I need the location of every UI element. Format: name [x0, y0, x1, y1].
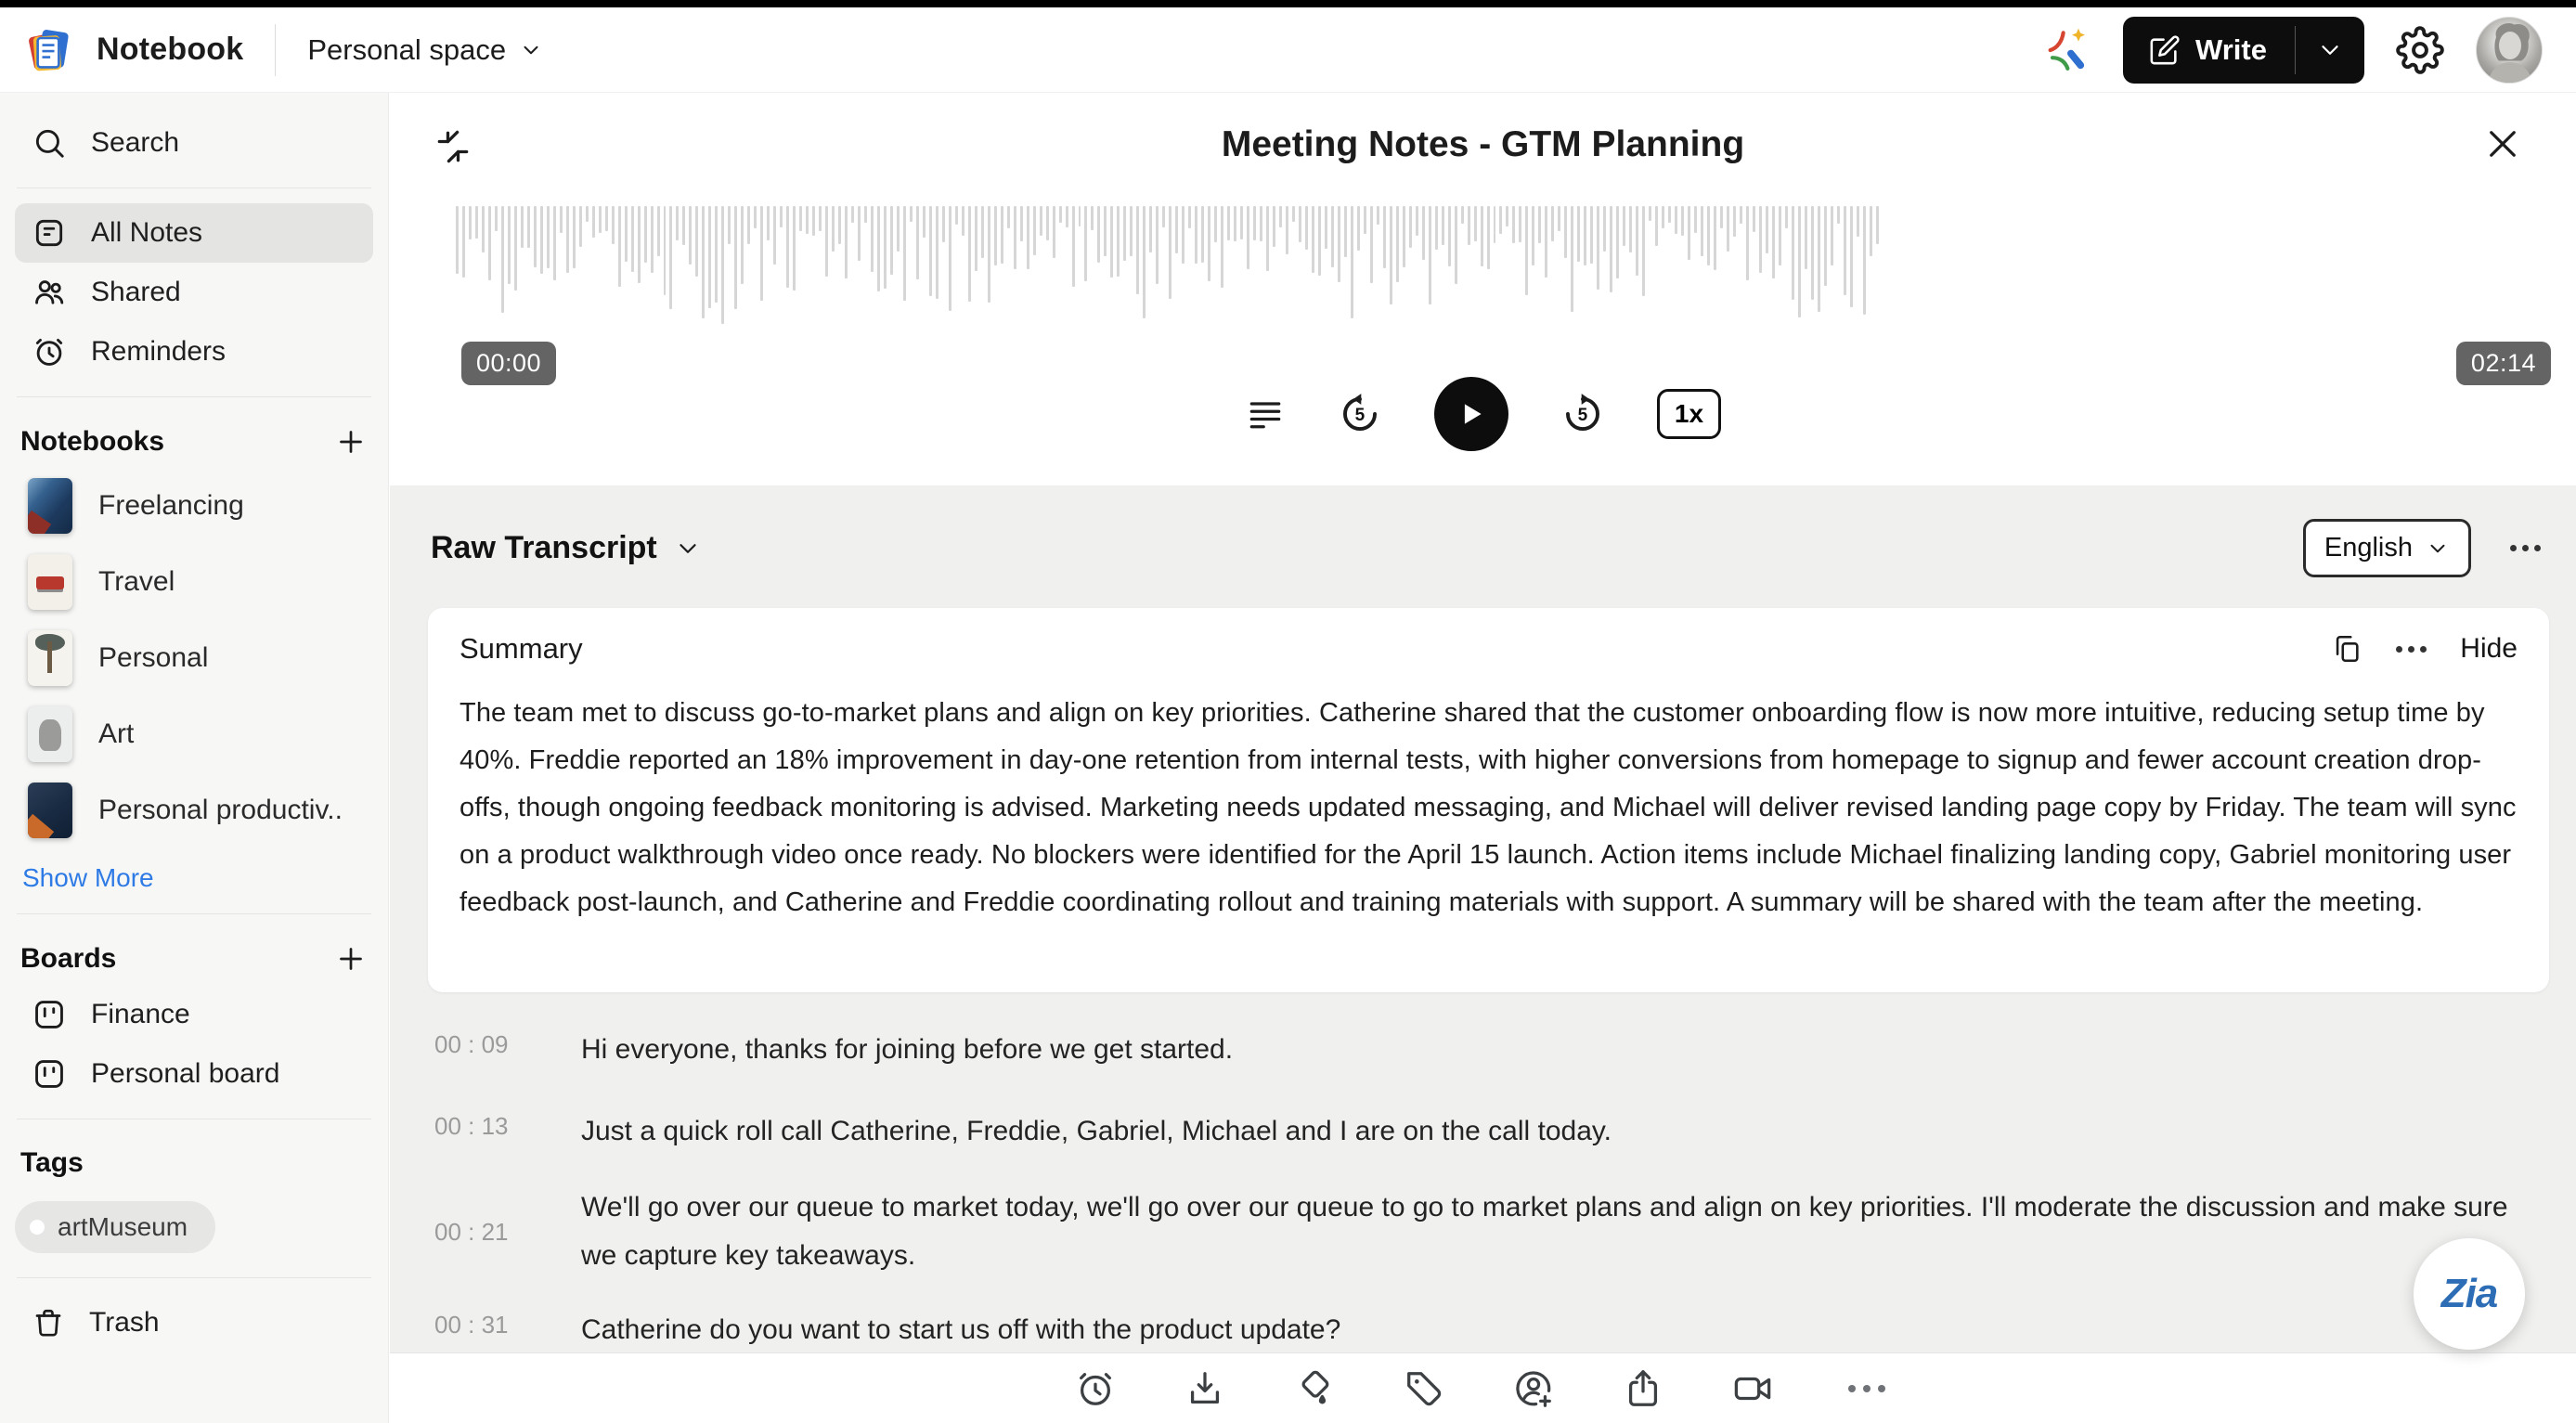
alarm-clock-icon [32, 334, 67, 369]
notebook-label: Freelancing [98, 490, 244, 521]
summary-card [428, 608, 2549, 992]
divider [17, 396, 371, 397]
transcript-row[interactable] [434, 1306, 2539, 1354]
transcript-panel [390, 485, 2576, 1423]
rewind-5-button[interactable] [1336, 390, 1384, 438]
board-item-personal-board[interactable] [15, 1044, 373, 1104]
pencil-square-icon [2149, 34, 2181, 66]
space-switcher[interactable] [307, 33, 543, 67]
boards-section-header: Boards [20, 943, 117, 974]
notebooks-section-header: Notebooks [20, 426, 165, 457]
search-icon [32, 125, 67, 161]
board-label: Finance [91, 999, 190, 1029]
notebook-item-personal-productivity[interactable] [15, 772, 373, 848]
sidebar-item-label: Shared [91, 277, 181, 307]
summary-more-icon[interactable] [2388, 639, 2434, 660]
view-selector[interactable] [431, 530, 702, 566]
sidebar-item-trash[interactable] [15, 1293, 373, 1352]
note-title: Meeting Notes - GTM Planning [1221, 124, 1745, 164]
color-paint-icon[interactable] [1293, 1367, 1336, 1410]
add-collaborator-icon[interactable] [1512, 1367, 1555, 1410]
tags-section-header: Tags [20, 1147, 84, 1178]
tag-icon[interactable] [1403, 1367, 1445, 1410]
sidebar [0, 93, 389, 1423]
add-notebook-icon[interactable] [334, 425, 368, 459]
zia-logo: Zia [2440, 1271, 2498, 1316]
playback-speed-button[interactable]: 1x [1657, 389, 1721, 439]
notebook-item-travel[interactable] [15, 544, 373, 620]
board-icon [32, 997, 67, 1032]
notebook-cover [28, 706, 72, 762]
search-label: Search [91, 127, 180, 158]
sidebar-item-shared[interactable] [15, 263, 373, 322]
transcript-timestamp: 00 : 21 [434, 1217, 509, 1246]
tag-chip-artmuseum[interactable] [15, 1201, 215, 1253]
notebook-cover [28, 478, 72, 534]
play-button[interactable] [1434, 377, 1508, 451]
chevron-down-icon [2426, 537, 2450, 561]
show-more-link[interactable]: Show More [22, 863, 154, 892]
app-header [0, 7, 2576, 93]
note-action-toolbar [390, 1352, 2576, 1423]
tag-color-dot [30, 1220, 45, 1235]
write-dropdown-button[interactable] [2296, 17, 2364, 84]
summary-text: The team met to discuss go-to-market plans and align on key priorities. Catherine shared that the customer onboarding flow is now more intuitive, reducing setup time by 40%. Freddie reported an 18% improvement in day-one retention from internal tests, with higher conversions from homepage to signup and fewer account creation drop-offs, though ongoing feedback monitoring is advised. Marketing needs updated messaging, and Michael will deliver revised landing page copy by Friday. The team will sync on a product walkthrough video once ready. No blockers were identified for the April 15 launch. Action items include Michael finalizing landing copy, Gabriel monitoring user feedback post-launch, and Catherine and Freddie coordinating rollout and training materials with support. A summary will be shared with the team after the meeting. [460, 698, 2517, 917]
notebook-item-art[interactable] [15, 696, 373, 772]
notebook-cover [28, 630, 72, 686]
divider [275, 24, 276, 76]
chevron-down-icon [519, 38, 543, 62]
write-button[interactable] [2123, 17, 2295, 84]
more-options-icon[interactable] [2503, 537, 2548, 559]
trash-icon [32, 1306, 65, 1339]
language-label: English [2324, 533, 2413, 563]
chevron-down-icon [674, 535, 702, 563]
notebook-label: Travel [98, 566, 175, 597]
sidebar-item-label: Reminders [91, 336, 227, 367]
notebook-cover [28, 554, 72, 610]
app-title: Notebook [97, 32, 244, 67]
transcript-text: Catherine do you want to start us off with the product update? [581, 1314, 1341, 1345]
search-item[interactable] [15, 113, 373, 173]
share-icon[interactable] [1622, 1367, 1664, 1410]
language-selector-button[interactable] [2303, 519, 2471, 577]
notebook-label: Personal [98, 642, 209, 673]
copy-icon[interactable] [2331, 633, 2362, 665]
user-avatar[interactable] [2476, 17, 2543, 84]
window-top-edge [0, 0, 2576, 7]
summary-title: Summary [460, 632, 583, 665]
transcript-text: Just a quick roll call Catherine, Freddie, Gabriel, Michael and I are on the call today. [581, 1116, 1612, 1146]
skip-forward-seconds: 5 [1577, 406, 1588, 426]
sidebar-item-label: All Notes [91, 217, 203, 248]
board-icon [32, 1056, 67, 1092]
sidebar-item-all-notes[interactable] [15, 203, 373, 263]
transcript-timestamp: 00 : 31 [434, 1311, 509, 1339]
transcript-text: Hi everyone, thanks for joining before we get started. [581, 1034, 1234, 1065]
zia-assistant-button[interactable] [2414, 1238, 2525, 1350]
notebook-item-personal[interactable] [15, 620, 373, 696]
note-detail [390, 93, 2576, 1423]
video-camera-icon[interactable] [1731, 1367, 1774, 1410]
zia-sparkle-icon[interactable] [2039, 24, 2091, 76]
note-icon [32, 215, 67, 251]
space-switcher-label: Personal space [307, 32, 507, 66]
transcript-row[interactable] [434, 1107, 2539, 1156]
settings-gear-icon[interactable] [2396, 26, 2444, 74]
transcript-text: We'll go over our queue to market today, we'll go over our queue to go to market plans and align on key priorities. I'll moderate the discussion and make sure we capture key takeaways. [581, 1192, 2508, 1271]
notebook-label: Personal productiv.. [98, 795, 343, 825]
notebook-label: Art [98, 718, 135, 749]
notebook-item-freelancing[interactable] [15, 468, 373, 544]
notebook-logo-icon[interactable] [24, 26, 72, 74]
player-controls [390, 371, 2576, 457]
board-label: Personal board [91, 1058, 280, 1089]
tag-label: artMuseum [58, 1212, 188, 1241]
transcript-timestamp: 00 : 09 [434, 1030, 509, 1058]
forward-5-button[interactable] [1559, 390, 1607, 438]
close-icon[interactable] [2483, 124, 2522, 168]
view-selector-label: Raw Transcript [431, 530, 657, 565]
transcript-row[interactable] [434, 1026, 2539, 1074]
trash-label: Trash [89, 1307, 160, 1338]
transcript-lines-icon[interactable] [1245, 394, 1286, 434]
reminder-alarm-icon[interactable] [1074, 1367, 1117, 1410]
more-actions-icon[interactable] [1841, 1378, 1893, 1400]
chevron-down-icon [2316, 36, 2344, 64]
add-board-icon[interactable] [334, 942, 368, 976]
sidebar-item-reminders[interactable] [15, 322, 373, 382]
hide-summary-button[interactable]: Hide [2460, 633, 2518, 664]
transcript-row[interactable] [434, 1184, 2539, 1280]
duration-badge: 02:14 [2456, 342, 2551, 385]
write-button-label: Write [2195, 32, 2267, 66]
notebook-cover [28, 783, 72, 838]
write-split-button [2123, 17, 2364, 84]
divider [17, 913, 371, 914]
download-icon[interactable] [1184, 1367, 1226, 1410]
divider [17, 1277, 371, 1278]
current-time-badge: 00:00 [461, 342, 556, 385]
board-item-finance[interactable] [15, 985, 373, 1044]
people-icon [32, 275, 67, 310]
audio-waveform[interactable] [456, 206, 1883, 329]
skip-back-seconds: 5 [1354, 406, 1366, 426]
transcript-timestamp: 00 : 13 [434, 1112, 509, 1140]
